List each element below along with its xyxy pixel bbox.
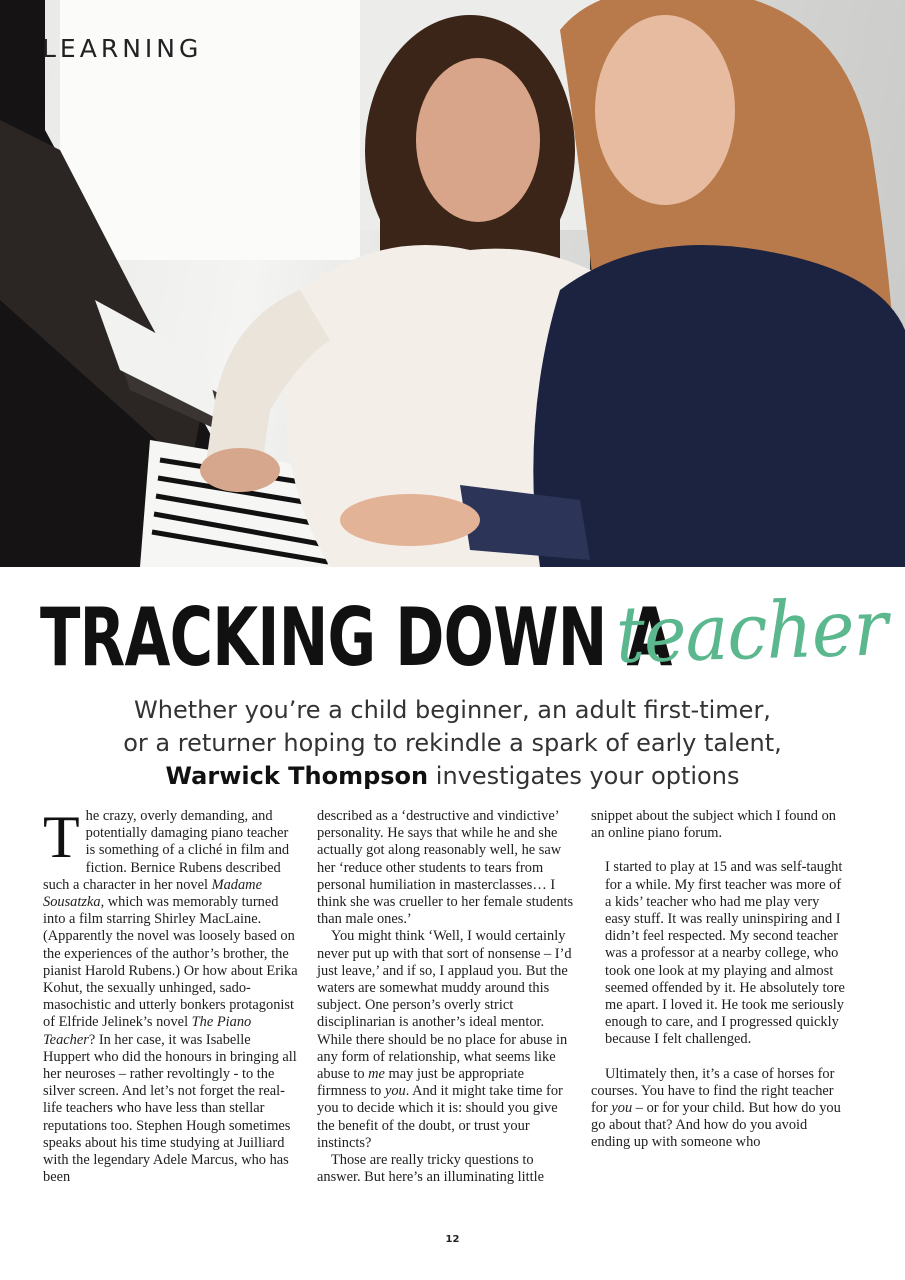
headline-main: TRACKING DOWN A (40, 591, 672, 684)
book-title: The Piano Teacher (43, 1014, 252, 1048)
section-label: LEARNING (42, 34, 203, 63)
text-run: he crazy, overly demanding, and potentially damaging piano teacher is something of a cliché in film and fiction. Bernice Rubens described such a character in her novel (43, 808, 290, 893)
hero-photo (0, 0, 905, 567)
text-run: Ultimately then, it’s a case of horses for courses. You have to find the right teacher for (591, 1065, 835, 1117)
text-run: . And it might take time for you to decide which it is: should you give the benefit of the doubt, or trust your instincts? (317, 1083, 563, 1151)
article-column-3 (591, 808, 846, 1152)
paragraph (591, 1066, 846, 1152)
article-column-2 (317, 808, 577, 1186)
page-number: 12 (445, 1234, 460, 1245)
teacher-hand (200, 448, 280, 492)
headline-accent: teacher (614, 583, 888, 681)
standfirst-line-2: or a returner hoping to rekindle a spark of early talent, (123, 729, 782, 757)
paragraph: described as a ‘destructive and vindictive’ personality. He says that while he and she actually got along reasonably well, he saw her ‘reduce other students to tears from personal humiliation in masterclasses… I think she was crueller to her female students than male ones.’ (317, 808, 574, 928)
standfirst-line-3-rest: investigates your options (435, 762, 740, 790)
paragraph: Those are really tricky questions to answer. But here’s an illuminating little (317, 1152, 545, 1186)
student-sweater (533, 245, 905, 567)
paragraph: snippet about the subject which I found on an online piano forum. (591, 808, 836, 842)
text-run: , which was memorably turned into a film starring Shirley MacLaine. (Apparently the novel was loosely based on the experiences of the author’s brother, the pianist Harold Rubens.) Or how about Erika Kohut, the sexually unhinged, sado-masochistic and utterly bonkers protagonist of Elfride Jelinek’s novel (43, 894, 298, 1031)
author-name: Warwick Thompson (165, 762, 429, 790)
book-title: Madame Sousatzka (43, 876, 262, 911)
text-run: You might think ‘Well, I would certainly never put up with that sort of nonsense – I’d just leave,’ and if so, I applaud you. But the waters are somewhat muddy around this subject. One person’s overly strict disciplinarian is another’s ideal mentor. While there should be no place for abuse in any form of relationship, what seems like abuse to (317, 928, 572, 1083)
standfirst (60, 694, 845, 793)
student-face (595, 15, 735, 205)
text-run: – or for your child. But how do you go about that? And how do you avoid ending up with someone who (591, 1100, 841, 1151)
forum-quote: I started to play at 15 and was self-taught for a while. My first teacher was more of a kids’ teacher who had me play very easy stuff. It was really uninspiring and I didn’t feel respected. My second teacher was a professor at a nearby college, who took one look at my playing and almost seemed offended by it. He absolutely tore me apart. I loved it. He took me seriously enough to care, and I progressed quickly because I felt challenged. (605, 859, 845, 1048)
drop-cap: T (43, 804, 80, 870)
paragraph (317, 928, 577, 1152)
piano-lesson-illustration (0, 0, 905, 567)
paragraph (43, 804, 301, 1186)
student-hand (340, 494, 480, 546)
standfirst-line-1: Whether you’re a child beginner, an adult first-timer, (134, 696, 771, 724)
article-column-1 (43, 804, 301, 1186)
text-run: may just be appropriate firmness to (317, 1066, 525, 1100)
text-run: ? In her case, it was Isabelle Huppert who did the honours in bringing all her neuroses – rather revoltingly - to the silver screen. And let’s not forget the real-life teachers who have less than stellar reputations too. Stephen Hough sometimes speaks about his time studying at Juilliard with the legendary Adele Marcus, who has been (43, 1031, 297, 1186)
emphasis: me (368, 1066, 385, 1083)
standfirst-line-3 (60, 760, 845, 793)
emphasis: you (384, 1083, 406, 1100)
teacher-face (416, 58, 540, 222)
headline (40, 583, 888, 688)
emphasis: you (611, 1100, 633, 1117)
